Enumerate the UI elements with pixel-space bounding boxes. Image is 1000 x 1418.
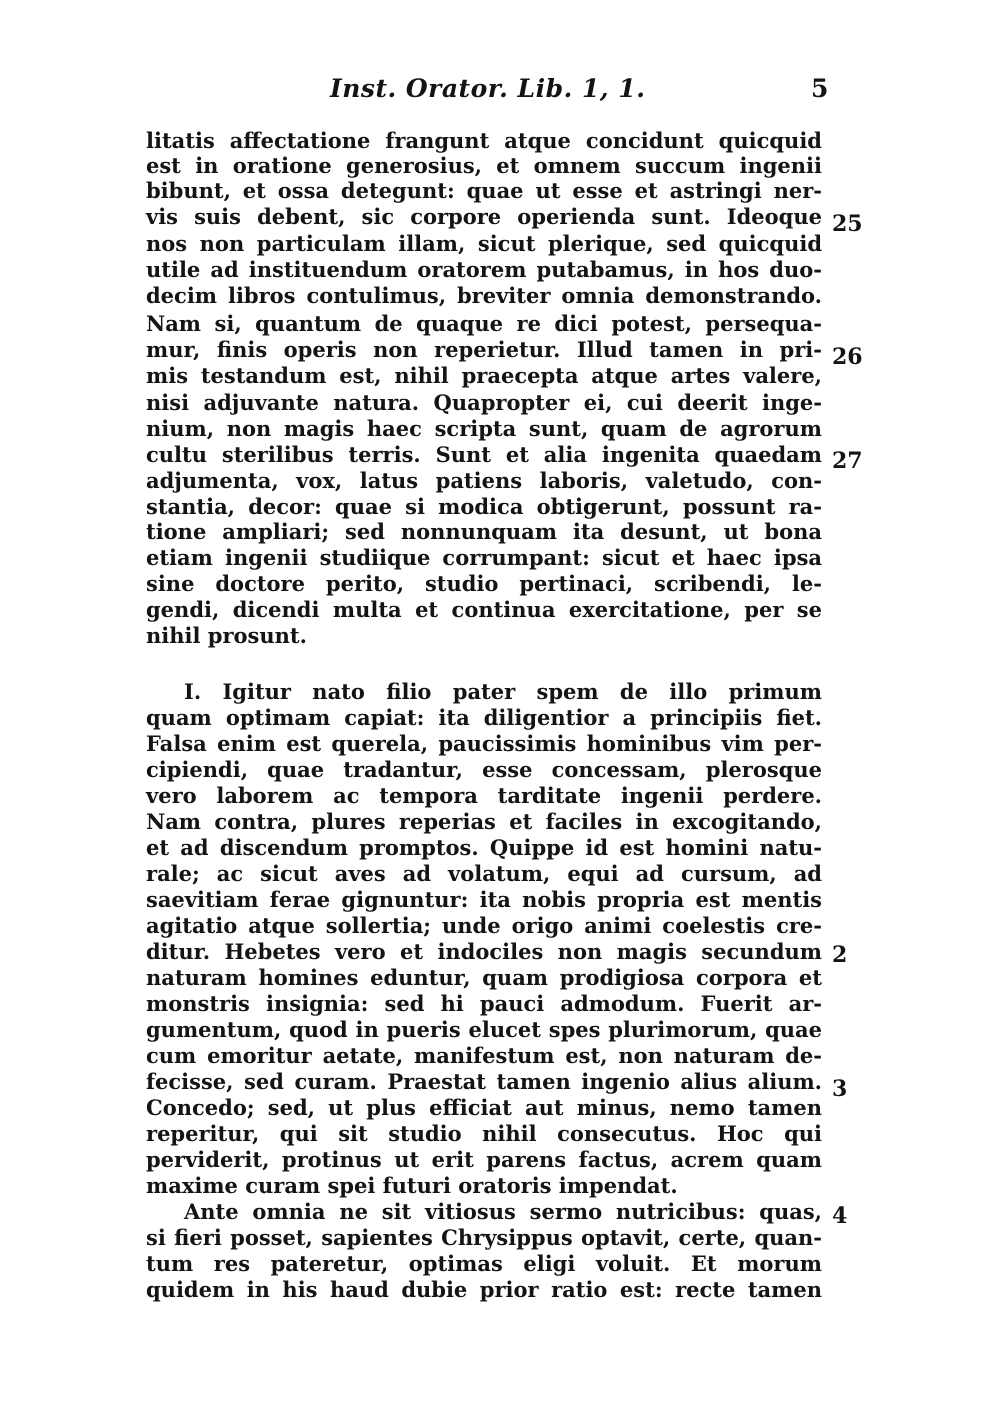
text-line: maxime curam spei futuri oratoris impendat. xyxy=(146,1173,678,1198)
text-line: gumentum, quod in pueris elucet spes plurimorum, quae xyxy=(146,1017,822,1042)
text-line: decim libros contulimus, breviter omnia demonstrando. xyxy=(146,283,822,308)
text-line: et ad discendum promptos. Quippe id est homini natu- xyxy=(146,835,822,860)
text-line: nihil prosunt. xyxy=(146,623,307,648)
text-line: tum res pateretur, optimas eligi voluit. Et morum xyxy=(146,1251,822,1276)
text-line: gendi, dicendi multa et continua exercitatione, per se xyxy=(146,597,822,622)
text-line: quidem in his haud dubie prior ratio est: recte tamen xyxy=(146,1277,822,1302)
text-line: agitatio atque sollertia; unde origo animi coelestis cre- xyxy=(146,913,822,938)
text-line: stantia, decor: quae si modica obtigerunt, possunt ra- xyxy=(146,494,822,519)
text-line: perviderit, protinus ut erit parens factus, acrem quam xyxy=(146,1147,822,1172)
running-head: Inst. Orator. Lib. 1, 1. xyxy=(330,74,646,103)
text-line: Ante omnia ne sit vitiosus sermo nutricibus: quas, xyxy=(184,1199,822,1224)
text-line: est in oratione generosius, et omnem succum ingenii xyxy=(146,153,822,178)
text-line: litatis affectatione frangunt atque concidunt quicquid xyxy=(146,128,822,153)
text-line: fecisse, sed curam. Praestat tamen ingenio alius alium. xyxy=(146,1069,822,1094)
text-line: monstris insignia: sed hi pauci admodum. Fuerit ar- xyxy=(146,991,822,1016)
page-number: 5 xyxy=(811,74,829,103)
margin-section-number: 2 xyxy=(832,942,848,968)
text-line: Nam contra, plures reperias et faciles in excogitando, xyxy=(146,809,822,834)
margin-section-number: 4 xyxy=(832,1203,848,1229)
margin-section-number: 3 xyxy=(832,1076,848,1102)
text-line: nium, non magis haec scripta sunt, quam de agrorum xyxy=(146,416,822,441)
text-line: I. Igitur nato filio pater spem de illo primum xyxy=(184,679,822,704)
margin-section-number: 26 xyxy=(832,344,863,370)
text-line: quam optimam capiat: ita diligentior a principiis fiet. xyxy=(146,705,822,730)
text-line: tione ampliari; sed nonnunquam ita desunt, ut bona xyxy=(146,519,822,544)
text-line: vis suis debent, sic corpore operienda sunt. Ideoque xyxy=(146,204,822,229)
text-line: vero laborem ac tempora tarditate ingenii perdere. xyxy=(146,783,822,808)
text-line: mis testandum est, nihil praecepta atque artes valere, xyxy=(146,363,822,388)
text-line: adjumenta, vox, latus patiens laboris, valetudo, con- xyxy=(146,468,822,493)
text-line: nos non particulam illam, sicut plerique, sed quicquid xyxy=(146,231,822,256)
text-line: utile ad instituendum oratorem putabamus, in hos duo- xyxy=(146,257,822,282)
margin-section-number: 27 xyxy=(832,448,863,474)
text-line: nisi adjuvante natura. Quapropter ei, cui deerit inge- xyxy=(146,390,822,415)
text-line: si fieri posset, sapientes Chrysippus optavit, certe, quan- xyxy=(146,1225,822,1250)
text-line: cum emoritur aetate, manifestum est, non naturam de- xyxy=(146,1043,822,1068)
text-line: cultu sterilibus terris. Sunt et alia ingenita quaedam xyxy=(146,442,822,467)
margin-section-number: 25 xyxy=(832,211,863,237)
text-line: ditur. Hebetes vero et indociles non magis secundum xyxy=(146,939,822,964)
text-line: cipiendi, quae tradantur, esse concessam, plerosque xyxy=(146,757,822,782)
text-line: sine doctore perito, studio pertinaci, scribendi, le- xyxy=(146,571,822,596)
text-line: naturam homines eduntur, quam prodigiosa corpora et xyxy=(146,965,822,990)
text-line: Concedo; sed, ut plus efficiat aut minus, nemo tamen xyxy=(146,1095,822,1120)
text-line: rale; ac sicut aves ad volatum, equi ad cursum, ad xyxy=(146,861,822,886)
text-line: mur, finis operis non reperietur. Illud tamen in pri- xyxy=(146,337,822,362)
text-line: etiam ingenii studiique corrumpant: sicut et haec ipsa xyxy=(146,545,822,570)
text-line: reperitur, qui sit studio nihil consecutus. Hoc qui xyxy=(146,1121,822,1146)
text-line: Falsa enim est querela, paucissimis hominibus vim per- xyxy=(146,731,822,756)
text-line: Nam si, quantum de quaque re dici potest, persequa- xyxy=(146,311,822,336)
text-line: bibunt, et ossa detegunt: quae ut esse et astringi ner- xyxy=(146,178,822,203)
text-line: saevitiam ferae gignuntur: ita nobis propria est mentis xyxy=(146,887,822,912)
